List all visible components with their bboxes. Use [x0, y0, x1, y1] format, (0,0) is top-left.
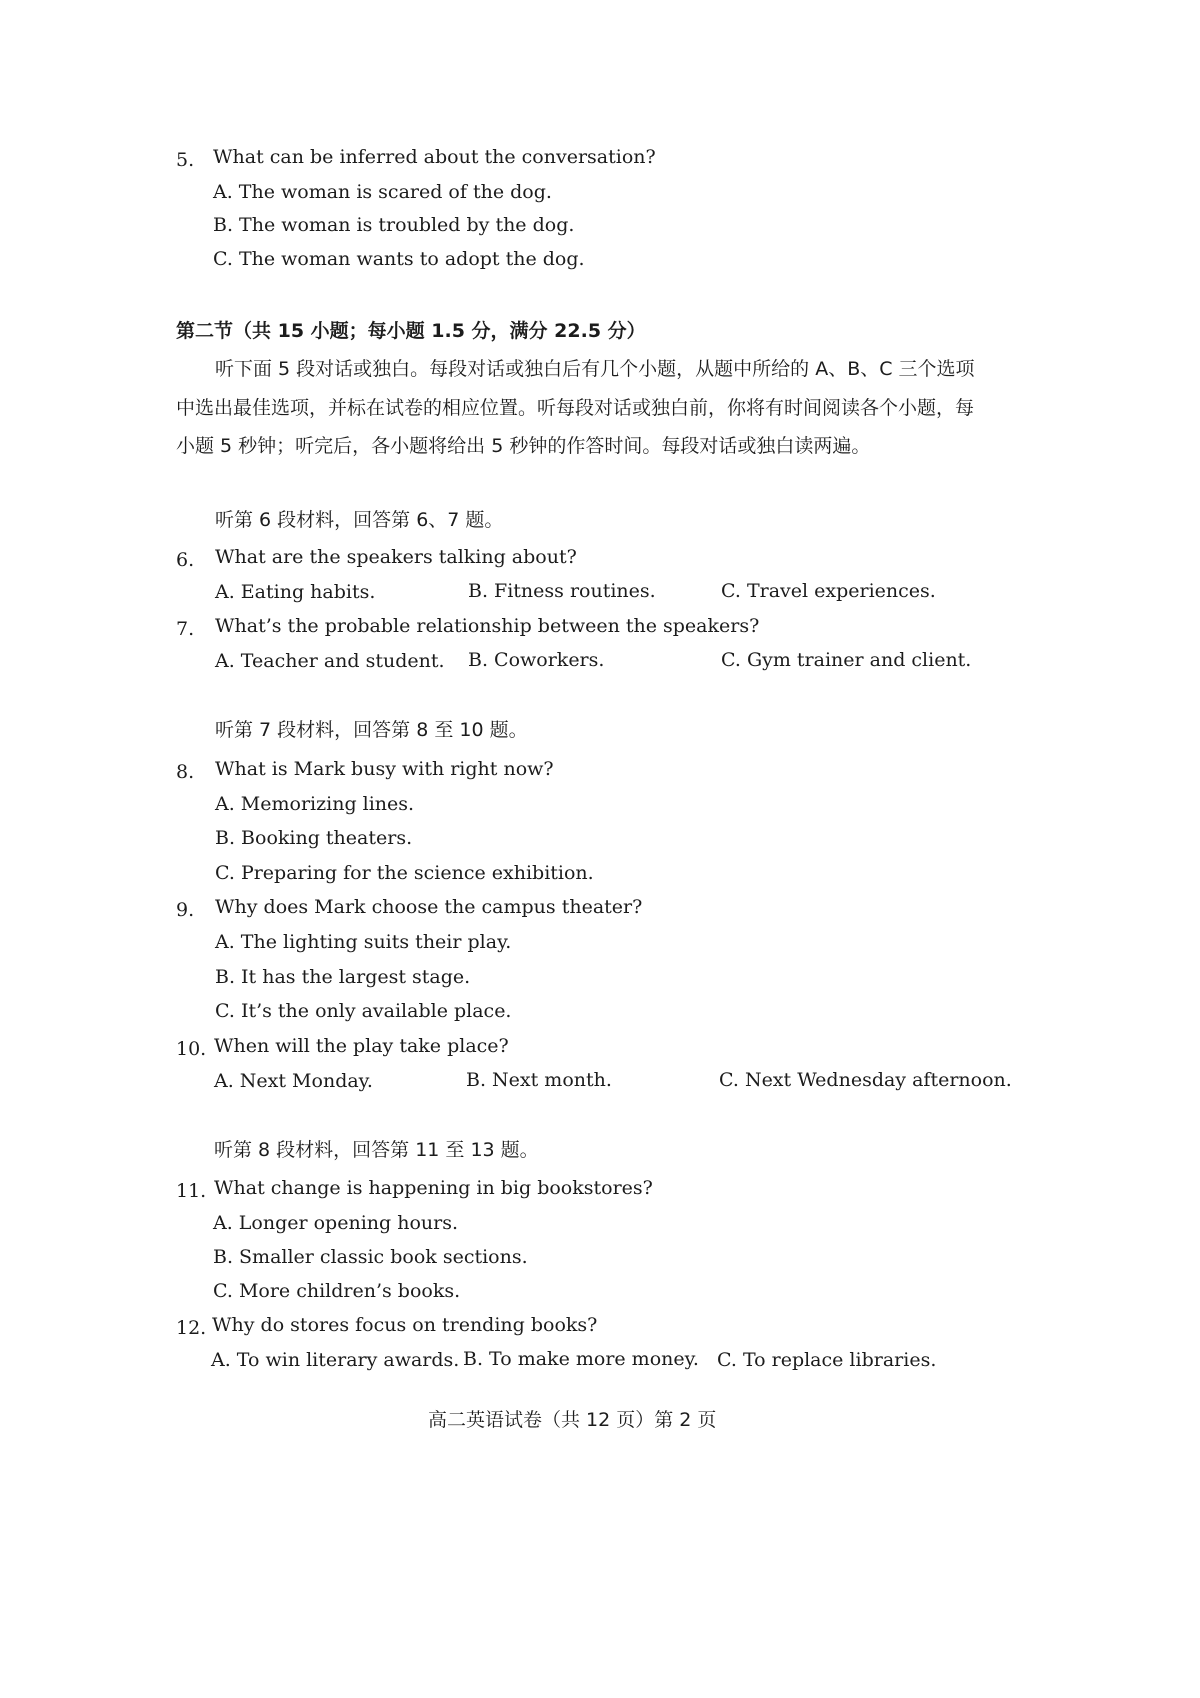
instructions-line-3: 小题 5 秒钟；听完后，各小题将给出 5 秒钟的作答时间。每段对话或独白读两遍。: [176, 435, 871, 457]
option-a: A. The woman is scared of the dog.: [213, 181, 552, 203]
option-b: B. Coworkers.: [468, 649, 605, 671]
option-c: C. Gym trainer and client.: [721, 649, 972, 671]
question-number: 9.: [176, 899, 195, 921]
option-a: A. Eating habits.: [215, 581, 376, 603]
question-text: When will the play take place?: [214, 1035, 509, 1057]
option-c: C. The woman wants to adopt the dog.: [213, 248, 585, 270]
option-b: B. Next month.: [466, 1069, 612, 1091]
option-b: B. Fitness routines.: [468, 580, 656, 602]
question-text: Why do stores focus on trending books?: [212, 1314, 598, 1336]
question-text: Why does Mark choose the campus theater?: [215, 896, 643, 918]
option-b: B. The woman is troubled by the dog.: [213, 214, 575, 236]
option-c: C. To replace libraries.: [717, 1349, 937, 1371]
option-a: A. Memorizing lines.: [215, 793, 415, 815]
option-a: A. The lighting suits their play.: [215, 931, 512, 953]
question-text: What’s the probable relationship between the speakers?: [215, 615, 760, 637]
question-number: 12.: [176, 1317, 207, 1339]
question-number: 11.: [176, 1180, 207, 1202]
option-c: C. Travel experiences.: [721, 580, 936, 602]
question-text: What are the speakers talking about?: [215, 546, 577, 568]
question-text: What is Mark busy with right now?: [215, 758, 554, 780]
option-b: B. Booking theaters.: [215, 827, 413, 849]
question-number: 5.: [176, 149, 195, 171]
option-b: B. Smaller classic book sections.: [213, 1246, 528, 1268]
question-text: What change is happening in big bookstores?: [214, 1177, 653, 1199]
option-c: C. More children’s books.: [213, 1280, 461, 1302]
option-c: C. It’s the only available place.: [215, 1000, 512, 1022]
passage-instruction: 听第 8 段材料，回答第 11 至 13 题。: [214, 1139, 539, 1161]
question-text: What can be inferred about the conversation?: [213, 146, 656, 168]
instructions-line-1: 听下面 5 段对话或独白。每段对话或独白后有几个小题，从题中所给的 A、B、C 三个选项: [215, 358, 975, 380]
passage-instruction: 听第 6 段材料，回答第 6、7 题。: [215, 509, 504, 531]
option-a: A. Longer opening hours.: [213, 1212, 459, 1234]
question-number: 6.: [176, 549, 195, 571]
passage-instruction: 听第 7 段材料，回答第 8 至 10 题。: [215, 719, 528, 741]
question-number: 8.: [176, 761, 195, 783]
option-a: A. Teacher and student.: [215, 650, 445, 672]
option-c: C. Preparing for the science exhibition.: [215, 862, 594, 884]
option-a: A. To win literary awards.: [211, 1349, 460, 1371]
option-c: C. Next Wednesday afternoon.: [719, 1069, 1012, 1091]
page-footer: 高二英语试卷（共 12 页）第 2 页: [428, 1409, 717, 1431]
option-b: B. To make more money.: [463, 1348, 699, 1370]
option-b: B. It has the largest stage.: [215, 966, 471, 988]
section-heading: 第二节（共 15 小题；每小题 1.5 分，满分 22.5 分）: [176, 320, 646, 342]
question-number: 7.: [176, 618, 195, 640]
instructions-line-2: 中选出最佳选项，并标在试卷的相应位置。听每段对话或独白前，你将有时间阅读各个小题，每: [176, 397, 975, 419]
question-number: 10.: [176, 1038, 207, 1060]
option-a: A. Next Monday.: [214, 1070, 373, 1092]
